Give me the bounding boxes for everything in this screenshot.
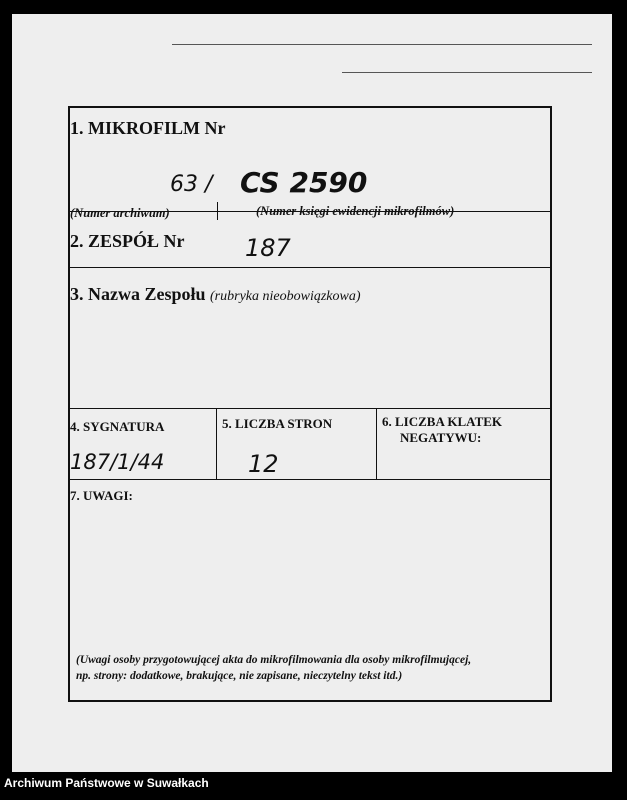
- scan-artifact-line: [172, 44, 592, 45]
- uwagi-note-line2: np. strony: dodatkowe, brakujące, nie zapisane, nieczytelny tekst itd.): [76, 670, 403, 682]
- zespol-label: 2. ZESPÓŁ Nr: [70, 231, 185, 251]
- column-divider: [376, 408, 377, 479]
- uwagi-note-line1: (Uwagi osoby przygotowującej akta do mikrofilmowania dla osoby mikrofilmującej,: [76, 654, 472, 666]
- numer-ksiegi-caption: (Numer księgi ewidencji mikrofilmów): [256, 204, 455, 218]
- row-divider: [70, 408, 550, 409]
- row-divider: [70, 479, 550, 480]
- film-number-handwritten: CS 2590: [240, 166, 368, 199]
- column-divider: [216, 408, 217, 479]
- row-divider: [70, 267, 550, 268]
- liczba-stron-label: 5. LICZBA STRON: [222, 416, 333, 431]
- microfilm-form: [68, 106, 552, 702]
- liczba-klatek-label: 6. LICZBA KLATEK: [382, 414, 503, 429]
- archive-footer-label: Archiwum Państwowe w Suwałkach: [0, 772, 222, 794]
- negatywu-label: NEGATYWU:: [400, 430, 482, 445]
- nazwa-zespolu-label: [70, 284, 361, 305]
- nazwa-zespolu-title: 3. Nazwa Zespołu: [70, 284, 206, 304]
- zespol-number-handwritten: 187: [245, 234, 291, 262]
- liczba-stron-handwritten: 12: [248, 450, 279, 478]
- nazwa-zespolu-note: (rubryka nieobowiązkowa): [210, 289, 361, 304]
- column-divider: [217, 202, 218, 220]
- sygnatura-handwritten: 187/1/44: [70, 450, 165, 474]
- uwagi-label: 7. UWAGI:: [70, 488, 133, 503]
- mikrofilm-label: 1. MIKROFILM Nr: [70, 118, 226, 138]
- scan-artifact-line: [342, 72, 592, 73]
- sygnatura-label: 4. SYGNATURA: [70, 419, 165, 434]
- numer-archiwum-caption: (Numer archiwum): [70, 206, 170, 220]
- archive-number-handwritten: 63 /: [170, 172, 213, 197]
